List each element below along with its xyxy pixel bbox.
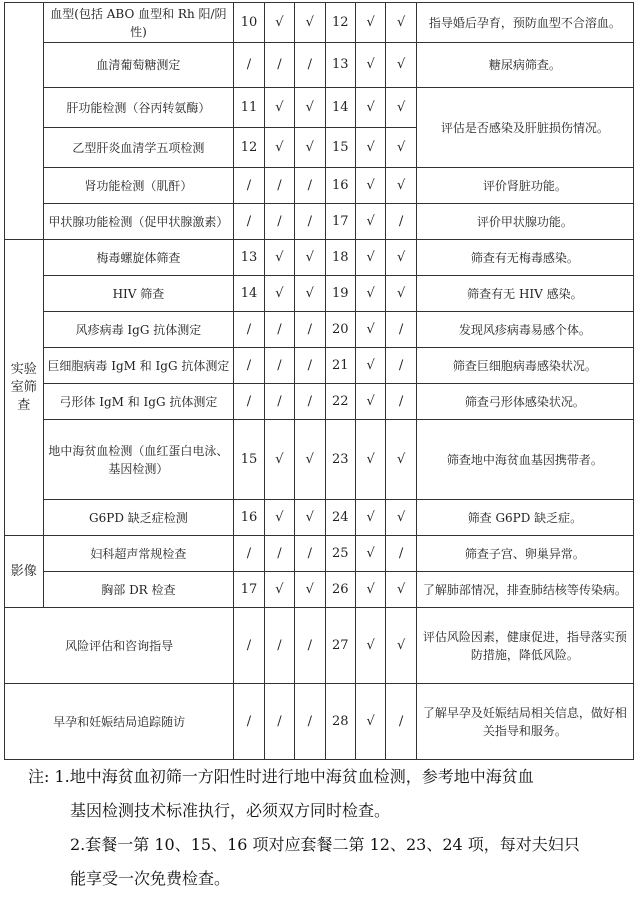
purpose: 筛查巨细胞病毒感染状况。 [416,348,633,384]
cell: √ [295,276,325,312]
note-2: 2.套餐一第 10、15、16 项对应套餐二第 12、23、24 项，每对夫妇只 [70,835,580,854]
table-row [5,384,634,420]
cell: 13 [325,43,355,88]
cell: √ [386,128,416,168]
cell: / [386,684,416,760]
cell: √ [355,312,385,348]
item-name: G6PD 缺乏症检测 [43,500,234,536]
cell: √ [355,88,385,128]
cell: 19 [325,276,355,312]
cell: 27 [325,608,355,684]
cell: √ [355,168,385,204]
item-name: 风险评估和咨询指导 [5,608,234,684]
cell: √ [386,43,416,88]
cell: √ [264,276,294,312]
cell: / [234,684,264,760]
cell: / [386,312,416,348]
cell: / [264,384,294,420]
item-name: 血清葡萄糖测定 [43,43,234,88]
category-blank [5,3,44,240]
cell: 10 [234,3,264,43]
cell: 17 [325,204,355,240]
cell: / [295,348,325,384]
cell: / [295,608,325,684]
cell: / [386,204,416,240]
item-name: 血型(包括 ABO 血型和 Rh 阳/阴性) [43,3,234,43]
cell: √ [355,240,385,276]
cell: √ [386,88,416,128]
cell: √ [386,608,416,684]
item-name: 肾功能检测（肌酐） [43,168,234,204]
item-name: HIV 筛查 [43,276,234,312]
table-row [5,276,634,312]
cell: √ [295,500,325,536]
cell: / [264,348,294,384]
purpose: 了解肺部情况，排查肺结核等传染病。 [416,572,633,608]
cell: √ [295,128,325,168]
table-row [5,3,634,43]
item-name: 风疹病毒 IgG 抗体测定 [43,312,234,348]
cell: / [295,312,325,348]
cell: √ [386,420,416,500]
cell: 14 [234,276,264,312]
table-row [5,572,634,608]
cell: √ [264,88,294,128]
table-row [5,348,634,384]
notes [28,760,628,896]
cell: 11 [234,88,264,128]
cell: / [234,312,264,348]
cell: √ [295,572,325,608]
cell: / [264,312,294,348]
cell: / [264,43,294,88]
cell: / [234,168,264,204]
cell: / [264,536,294,572]
cell: √ [295,3,325,43]
cell: √ [295,88,325,128]
cell: / [264,684,294,760]
item-name: 肝功能检测（谷丙转氨酶） [43,88,234,128]
notes-label: 注: [28,767,50,786]
cell: √ [386,3,416,43]
item-name: 地中海贫血检测（血红蛋白电泳、基因检测） [43,420,234,500]
cell: √ [355,128,385,168]
table-row [5,204,634,240]
purpose: 筛查 G6PD 缺乏症。 [416,500,633,536]
cell: √ [355,348,385,384]
item-name: 弓形体 IgM 和 IgG 抗体测定 [43,384,234,420]
cell: / [295,168,325,204]
cell: 26 [325,572,355,608]
table-row [5,168,634,204]
cell: √ [355,684,385,760]
cell: √ [264,3,294,43]
table-row [5,312,634,348]
purpose: 了解早孕及妊娠结局相关信息，做好相关指导和服务。 [416,684,633,760]
cell: / [234,384,264,420]
cell: √ [386,240,416,276]
cell: / [234,43,264,88]
cell: √ [386,168,416,204]
cell: 24 [325,500,355,536]
cell: 16 [325,168,355,204]
cell: √ [264,500,294,536]
cell: √ [355,608,385,684]
cell: / [234,536,264,572]
cell: 16 [234,500,264,536]
note-2-cont: 能享受一次免费检查。 [70,869,231,888]
cell: 15 [325,128,355,168]
purpose: 筛查子宫、卵巢异常。 [416,536,633,572]
cell: / [295,384,325,420]
table-row [5,536,634,572]
cell: 23 [325,420,355,500]
cell: 12 [325,3,355,43]
category-lab: 实验室筛查 [5,240,44,536]
cell: / [386,384,416,420]
purpose: 评估是否感染及肝脏损伤情况。 [416,88,633,168]
cell: 15 [234,420,264,500]
purpose: 糖尿病筛查。 [416,43,633,88]
table-row [5,88,634,128]
cell: / [234,348,264,384]
cell: √ [264,572,294,608]
note-1-text: 1.地中海贫血初筛一方阳性时进行地中海贫血检测，参考地中海贫血 [54,767,534,786]
cell: / [386,536,416,572]
purpose: 指导婚后孕育，预防血型不合溶血。 [416,3,633,43]
cell: 12 [234,128,264,168]
purpose: 评估风险因素，健康促进，指导落实预防措施，降低风险。 [416,608,633,684]
cell: √ [386,276,416,312]
purpose: 评价肾脏功能。 [416,168,633,204]
cell: / [234,608,264,684]
cell: 28 [325,684,355,760]
cell: 13 [234,240,264,276]
cell: √ [295,420,325,500]
table-row [5,684,634,760]
table-row [5,420,634,500]
purpose: 发现风疹病毒易感个体。 [416,312,633,348]
cell: / [264,608,294,684]
table-row [5,240,634,276]
cell: √ [355,3,385,43]
purpose: 筛查弓形体感染状况。 [416,384,633,420]
cell: √ [386,500,416,536]
cell: √ [355,43,385,88]
cell: √ [355,204,385,240]
cell: / [295,684,325,760]
cell: √ [355,500,385,536]
category-imaging: 影像 [5,536,44,608]
cell: √ [355,276,385,312]
cell: 22 [325,384,355,420]
cell: 17 [234,572,264,608]
table-row [5,43,634,88]
purpose: 评价甲状腺功能。 [416,204,633,240]
cell: / [295,536,325,572]
cell: / [386,348,416,384]
cell: 25 [325,536,355,572]
cell: √ [355,420,385,500]
item-name: 梅毒螺旋体筛查 [43,240,234,276]
cell: 14 [325,88,355,128]
item-name: 妇科超声常规检查 [43,536,234,572]
purpose: 筛查有无梅毒感染。 [416,240,633,276]
cell: / [264,168,294,204]
cell: √ [295,240,325,276]
cell: / [295,204,325,240]
cell: 20 [325,312,355,348]
item-name: 乙型肝炎血清学五项检测 [43,128,234,168]
item-name: 胸部 DR 检查 [43,572,234,608]
purpose: 筛查地中海贫血基因携带者。 [416,420,633,500]
cell: √ [264,128,294,168]
item-name: 甲状腺功能检测（促甲状腺激素） [43,204,234,240]
cell: 18 [325,240,355,276]
cell: √ [264,240,294,276]
cell: / [295,43,325,88]
cell: 21 [325,348,355,384]
cell: √ [355,572,385,608]
cell: / [234,204,264,240]
note-1-cont: 基因检测技术标准执行，必须双方同时检查。 [70,801,391,820]
item-name: 早孕和妊娠结局追踪随访 [5,684,234,760]
table-row [5,608,634,684]
screening-table [4,2,634,760]
cell: √ [386,572,416,608]
item-name: 巨细胞病毒 IgM 和 IgG 抗体测定 [43,348,234,384]
cell: √ [355,384,385,420]
note-1 [28,760,628,794]
cell: √ [355,536,385,572]
purpose: 筛查有无 HIV 感染。 [416,276,633,312]
cell: / [264,204,294,240]
table-row [5,500,634,536]
cell: √ [264,420,294,500]
